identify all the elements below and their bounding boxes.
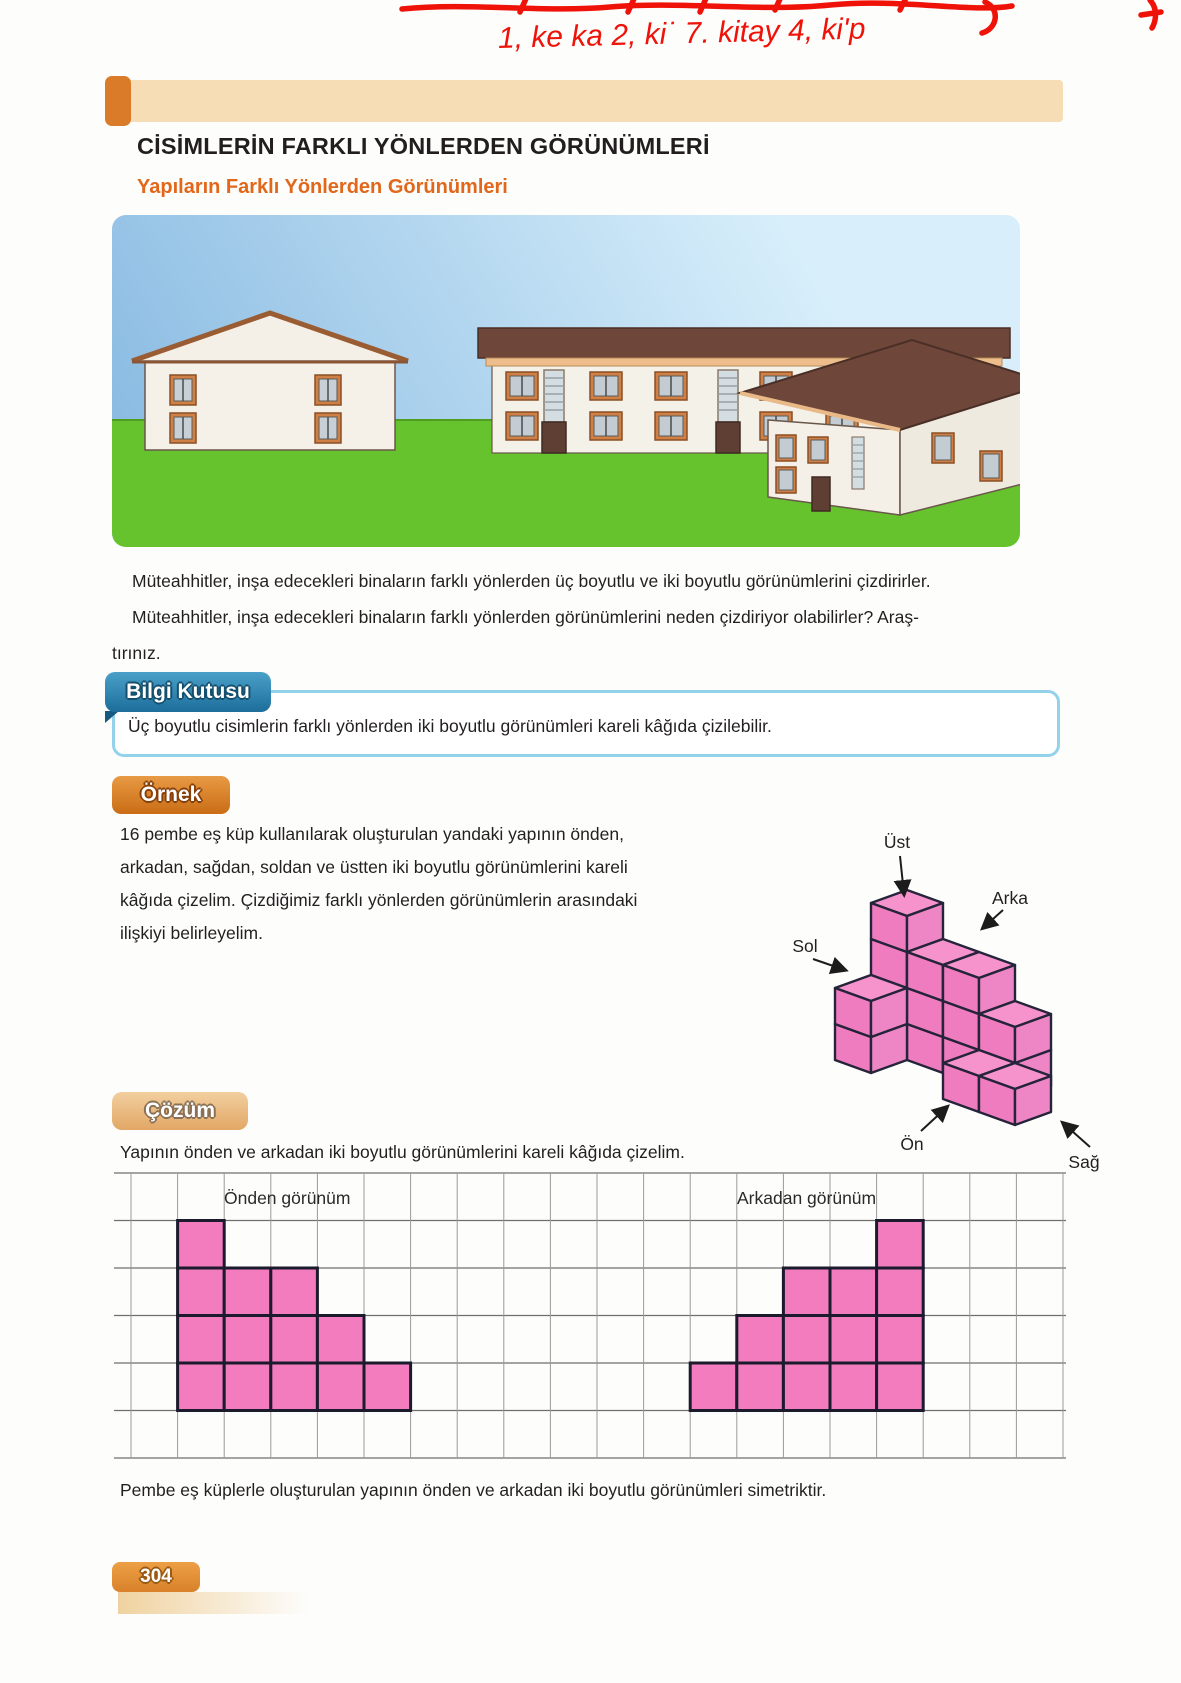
arrow-left bbox=[813, 959, 845, 970]
conclusion-text: Pembe eş küplerle oluşturulan yapının önden ve arkadan iki boyutlu görünümleri simetriktir. bbox=[120, 1480, 827, 1500]
text-line: ilişkiyi belirleyelim. bbox=[120, 923, 263, 943]
page-badge-fade bbox=[118, 1592, 308, 1614]
text-line: kâğıda çizelim. Çizdiğimiz farklı yönlerden görünümlerin arasındaki bbox=[120, 890, 638, 910]
cube-structure-figure bbox=[720, 820, 1130, 1182]
page-number-badge: 304 bbox=[112, 1562, 200, 1592]
example-tab: Örnek bbox=[112, 776, 230, 814]
arrow-front bbox=[921, 1107, 947, 1131]
arrow-back bbox=[983, 910, 1003, 928]
house-right-door bbox=[812, 477, 830, 511]
houses-illustration bbox=[112, 215, 1020, 547]
info-box-tab-fold bbox=[105, 711, 119, 723]
text-line: arkadan, sağdan, soldan ve üstten iki boyutlu görünümlerini kareli bbox=[120, 857, 628, 877]
section-header-accent bbox=[105, 76, 131, 126]
page-title: CİSİMLERİN FARKLI YÖNLERDEN GÖRÜNÜMLERİ bbox=[137, 133, 710, 159]
info-box-text: Üç boyutlu cisimlerin farklı yönlerden iki boyutlu görünümleri kareli kâğıda çizilebilir. bbox=[128, 716, 772, 736]
arrow-right bbox=[1063, 1123, 1090, 1147]
handwriting-annotation bbox=[0, 0, 1181, 70]
text-line: Müteahhitler, inşa edecekleri binaların farklı yönlerden üç boyutlu ve iki boyutlu görünümlerini çizdirirler. bbox=[132, 571, 931, 591]
squared-paper-grid bbox=[108, 1170, 1070, 1464]
solution-intro: Yapının önden ve arkadan iki boyutlu görünümlerini kareli kâğıda çizelim. bbox=[120, 1142, 685, 1162]
label-right: Sağ bbox=[1068, 1152, 1100, 1172]
page-subtitle: Yapıların Farklı Yönlerden Görünümleri bbox=[137, 176, 508, 198]
solution-tab: Çözüm bbox=[112, 1092, 248, 1130]
front-view-label: Önden görünüm bbox=[224, 1188, 351, 1208]
text-line: Müteahhitler, inşa edecekleri binaların farklı yönlerden görünümlerini neden çizdiriyor olabilirler? Araş- bbox=[132, 607, 919, 627]
text-line: tırınız. bbox=[112, 643, 161, 663]
label-top: Üst bbox=[883, 832, 911, 852]
intro-paragraphs bbox=[112, 563, 1072, 671]
label-front: Ön bbox=[900, 1134, 924, 1154]
info-box-tab: Bilgi Kutusu bbox=[105, 672, 271, 712]
section-header-bar bbox=[117, 80, 1063, 122]
label-left: Sol bbox=[792, 936, 818, 956]
voxel-cubes bbox=[835, 890, 1051, 1125]
arrow-top bbox=[900, 856, 904, 894]
label-back: Arka bbox=[992, 888, 1028, 908]
handwriting-text: 1, ke ka 2, ki˙ 7. kitay 4, ki'p bbox=[497, 12, 866, 56]
back-view-label: Arkadan görünüm bbox=[737, 1188, 877, 1208]
example-text bbox=[120, 818, 740, 950]
text-line: 16 pembe eş küp kullanılarak oluşturulan yandaki yapının önden, bbox=[120, 824, 624, 844]
